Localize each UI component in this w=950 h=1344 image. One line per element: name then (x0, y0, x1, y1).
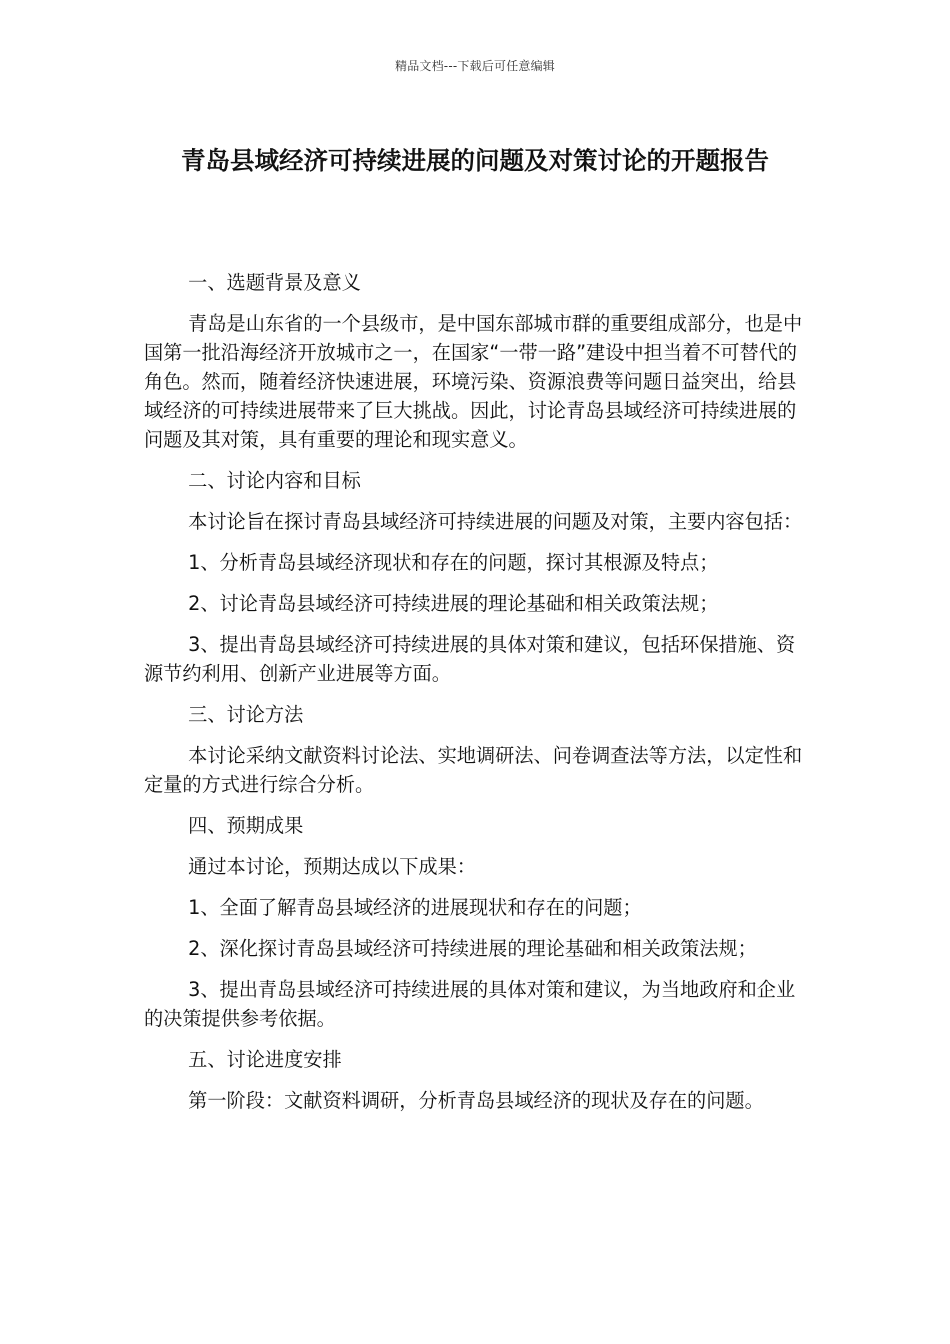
list-item-content-2: 2、讨论青岛县域经济可持续进展的理论基础和相关政策法规； (188, 592, 719, 615)
paragraph-background: 青岛是山东省的一个县级市，是中国东部城市群的重要组成部分，也是中国第一批沿海经济开放城市之一，在国家“一带一路”建设中担当着不可替代的角色。然而，随着经济快速进展，环境污染、资源浪费等问题日益突出，给县域经济的可持续进展带来了巨大挑战。因此，讨论青岛县域经济可持续进展的问题及其对策，具有重要的理论和现实意义。 (144, 312, 803, 451)
document-body (144, 268, 812, 1115)
list-item-results-1: 1、全面了解青岛县域经济的进展现状和存在的问题； (188, 896, 642, 919)
document-title: 青岛县域经济可持续进展的问题及对策讨论的开题报告 (181, 146, 769, 175)
paragraph-results-intro: 通过本讨论，预期达成以下成果： (188, 855, 476, 878)
section-heading-methods: 三、讨论方法 (188, 703, 304, 726)
section-heading-schedule: 五、讨论进度安排 (188, 1048, 342, 1071)
paragraph-methods: 本讨论采纳文献资料讨论法、实地调研法、问卷调查法等方法，以定性和定量的方式进行综合分析。 (144, 744, 803, 796)
list-item-content-3: 3、提出青岛县域经济可持续进展的具体对策和建议，包括环保措施、资源节约利用、创新产业进展等方面。 (144, 633, 796, 685)
section-heading-content-goals: 二、讨论内容和目标 (188, 469, 361, 492)
paragraph-content-intro: 本讨论旨在探讨青岛县域经济可持续进展的问题及对策，主要内容包括： (188, 510, 803, 533)
list-item-results-3: 3、提出青岛县域经济可持续进展的具体对策和建议，为当地政府和企业的决策提供参考依据。 (144, 978, 796, 1030)
section-heading-background: 一、选题背景及意义 (188, 271, 361, 294)
list-item-results-2: 2、深化探讨青岛县域经济可持续进展的理论基础和相关政策法规； (188, 937, 757, 960)
header-note: 精品文档---下载后可任意编辑 (395, 59, 555, 73)
list-item-content-1: 1、分析青岛县域经济现状和存在的问题，探讨其根源及特点； (188, 551, 719, 574)
paragraph-schedule-stage1: 第一阶段：文献资料调研，分析青岛县域经济的现状及存在的问题。 (188, 1089, 764, 1112)
section-heading-expected-results: 四、预期成果 (188, 814, 304, 837)
